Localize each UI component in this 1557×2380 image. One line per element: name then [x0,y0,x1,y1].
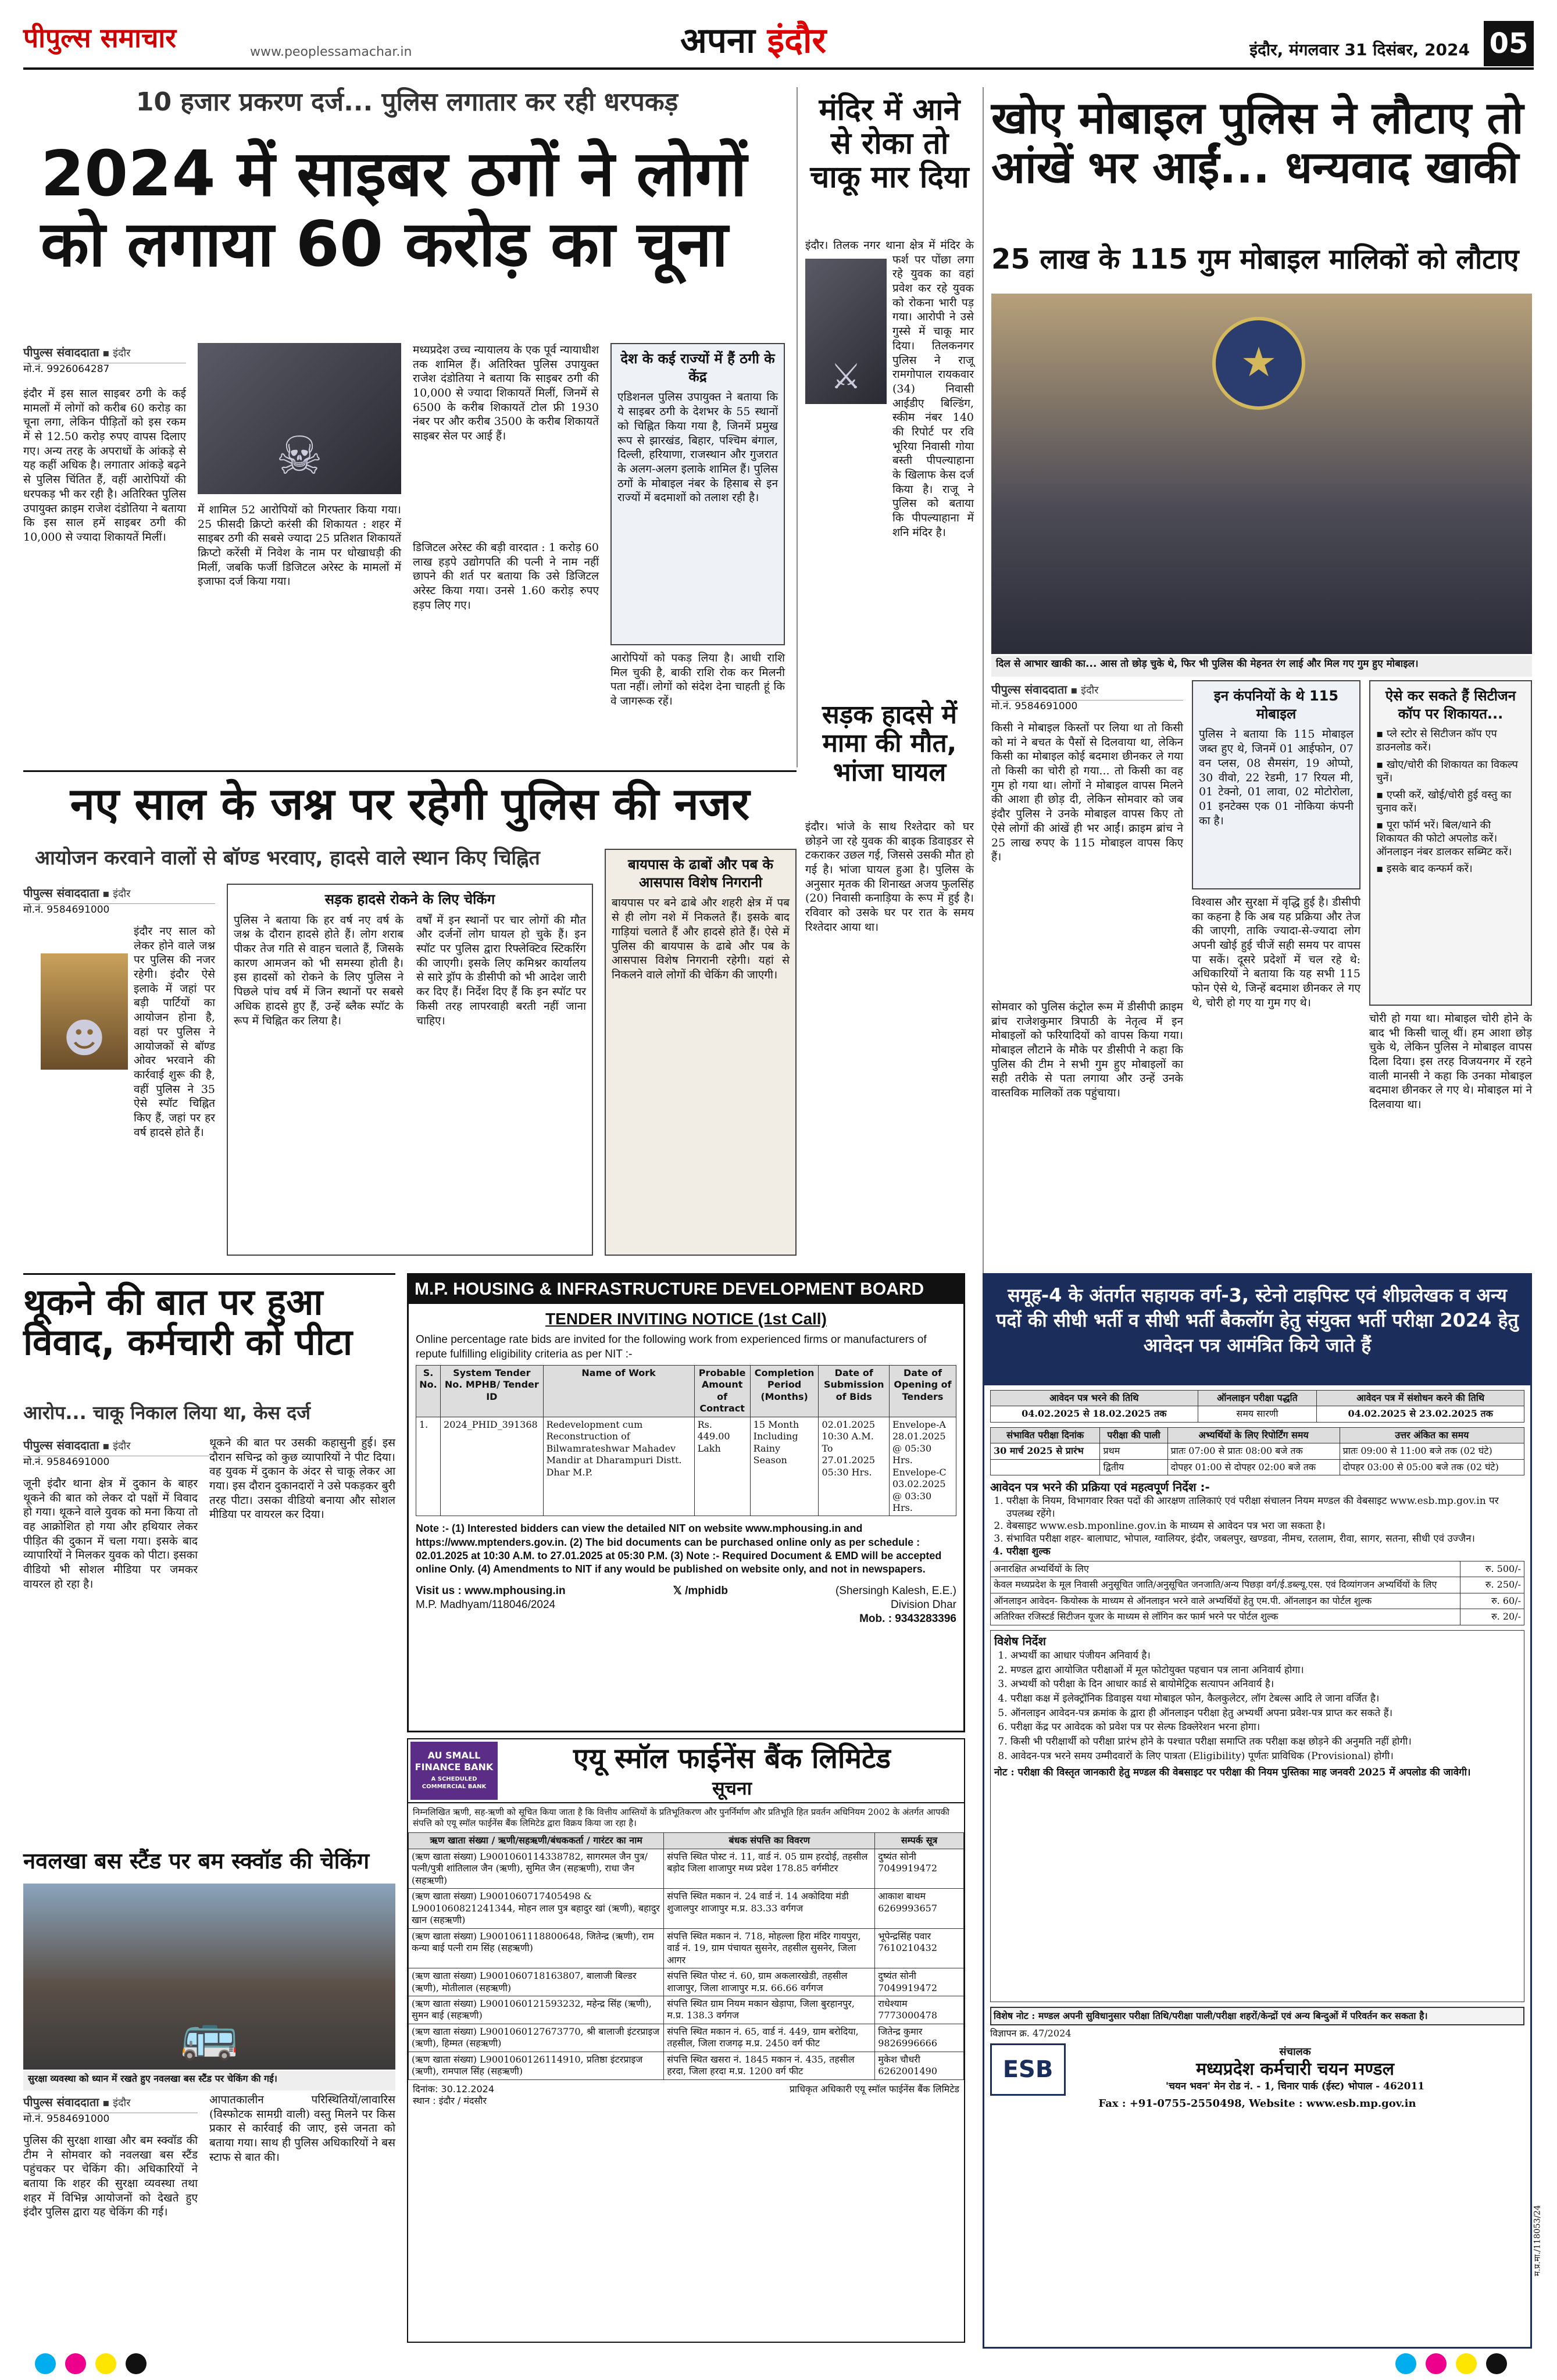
esb-dates-table [990,1390,1524,1423]
bus-col-1: पुलिस की सुरक्षा शाखा और बम स्क्वॉड की टीम ने सोमवार को नवलखा बस स्टैंड पहुंचकर पर चेकिंग की। अधिकारियों ने बताया कि शहर की सुरक्षा व्यवस्था तथा शहर में विभिन्न आयोजनों को देखते हुए इंदौर पुलिस द्वारा यह चेकिंग की गई। [23,2134,198,2219]
knife-icon: ⚔ [830,356,862,398]
esb-contact[interactable]: Fax : +91-0755-2550498, Website : www.esb.mp.gov.in [1098,2097,1416,2110]
table-row: केवल मध्यप्रदेश के मूल निवासी अनुसूचित जाति/अनुसूचित जनजाति/अन्य पिछड़ा वर्ग/ई.डब्ल्यू.एस. एवं दिव्यांगजन अभ्यर्थियों के लिए रु. 250/- [991,1577,1524,1593]
newyear-headline: नए साल के जश्न पर रहेगी पुलिस की नजर [70,778,750,830]
hooded-figure-icon: ☠ [276,425,323,487]
accident-text: इंदौर। भांजे के साथ रिश्तेदार को घर छोड़ने जा रहे युवक की बाइक डिवाइडर से टकराकर उछल गई, जिससे उसकी मौत हो गई है। भांजा घायल हुआ है। पुलिस के अनुसार मृतक की शिनाख्त अजय फुलसिंह (20) निवासी कनाड़िया के रूप में हुई है। रविवार को उसके घर पर रात के समय रिश्तेदार आया था। [805,820,974,934]
au-bank-brand: AU SMALL FINANCE BANK [415,1750,494,1773]
divider [983,87,984,1273]
table-row: 1. 2024_PHID_391368 Redevelopment cum Reconstruction of Bilwamrateshwar Mahadev Mandir at Dharampuri Distt. Dhar M.P. Rs. 449.00 Lakh 15 Month Including Rainy Season 02.01.2025 10:30 A.M. To 27.01.2025 05:30 Hrs. Envelope-A 28.01.2025 @ 05:30 Hrs. Envelope-C 03.02.2025 @ 03:30 Hrs. [416,1417,956,1516]
citizen-cop-step: ▪ इसके बाद कन्फर्म करें। [1376,862,1473,875]
spit-byline-city: इंदौर [113,1440,131,1452]
cyan-dot-icon [1395,2353,1416,2374]
esb-note: नोट : परीक्षा की विस्तृत जानकारी हेतु मण्डल की वेबसाइट पर परीक्षा की नियम पुस्तिका माह जनवरी 2025 में अपलोड की जावेगी। [994,1767,1471,1779]
tender-notice [407,1273,965,1732]
bus-byline-name: पीपुल्स संवाददाता [23,2095,99,2109]
cyber-side-title: देश के कई राज्यों में हैं ठगी के केंद्र [620,351,775,385]
mobile-col-2: सोमवार को पुलिस कंट्रोल रूम में डीसीपी क्राइम ब्रांच राजेशकुमार त्रिपाठी के नेतृत्व में इन मोबाइलों को फरियादियों को वापस किया गया। मोबाइल लौटाने के मौके पर डीसीपी ने कहा कि पुलिस की टीम ने सभी गुम हुए मोबाइलों का सही तरीके से पता लगाया और उन्हें उनके वास्तविक मालिकों तक पहुंचाया। [991,1000,1183,1100]
esb-th: परीक्षा की पाली [1100,1427,1167,1443]
tender-office: Division Dhar [891,1598,956,1611]
tender-th: Name of Work [543,1365,694,1417]
esb-special-list [994,1649,1520,1763]
tender-th: Probable Amount of Contract [694,1365,750,1417]
au-bank-date: दिनांक: 30.12.2024 [413,2083,495,2095]
police-officer-icon: ☻ [63,1014,106,1063]
yellow-dot-icon [95,2353,116,2374]
stab-text: इंदौर। तिलक नगर थाना क्षेत्र में मंदिर के फर्श पर पोंछा लगा रहे युवक का वहां प्रवेश कर रहे युवक को रोकना भारी पड़ गया। आरोपी ने उसे गुस्से में चाकू मार दिया। तिलकनगर पुलिस ने राजू रामगोपाल रायकवार (34) निवासी आईडीए बिल्डिंग, स्कीम नंबर 140 की रिपोर्ट पर रवि भूरिया निवासी गोया बस्ती पीपल्याहाना के खिलाफ केस दर्ज किया है। राजू ने पुलिस को बताया कि पीपल्याहाना में शनि मंदिर है। [805,239,974,539]
accident-headline: सड़क हादसे में मामा की मौत, भांजा घायल [822,700,957,787]
cyber-side-text: एडिशनल पुलिस उपायुक्त ने बताया कि ये साइबर ठगी के देशभर के 55 स्थानों को चिह्नित किया गया है, जिनमें प्रमुख रूप से झारखंड, बिहार, पश्चिम बंगाल, दिल्ली, हरियाणा, राजस्थान और गुजरात के अलग-अलग इलाके शामिल हैं। पुलिस ठगों के मोबाइल नंबर के हिसाब से इन राज्यों में बदमाशों को तलाश रही है। [617,391,778,505]
section-rule [23,1273,395,1275]
au-bank-tagline: A SCHEDULED COMMERCIAL BANK [422,1775,487,1790]
esb-th: ऑनलाइन परीक्षा पद्धति [1198,1391,1317,1406]
spit-headline: थूकने की बात पर हुआ विवाद, कर्मचारी को पीटा [23,1281,353,1364]
black-dot-icon [126,2353,147,2374]
au-bank-place: स्थान : इंदौर / मंदसौर [413,2095,487,2107]
table-row: 30 मार्च 2025 से प्रारंभ प्रथम प्रातः 07:00 से प्रातः 08:00 बजे तक प्रातः 09:00 से 11:00 बजे तक (02 घंटे) [991,1443,1524,1459]
bus-col-2: आपातकालीन परिस्थितियों/लावारिस (विस्फोटक सामग्री वाली) वस्तु मिलने पर किस प्रकार से कार्रवाई की जाए, इसे जनता को बताया गया। साथ ही पुलिस अधिकारियों ने बस स्टाफ से बात की। [209,2093,395,2164]
cyber-hacker-photo [198,343,401,494]
mobile-col-4: चोरी हो गया था। मोबाइल चोरी होने के बाद भी किसी चालू थीं। हम आशा छोड़ चुके थे, लेकिन पुलिस ने मोबाइल वापस दिला दिया। इस तरह विजयनगर में रहने वाली मानसी ने कहा कि उनका मोबाइल बदमाश छीनकर ले गए थे। मोबाइल मां ने दिलवाया था। [1369,1012,1532,1112]
bypass-text: बायपास पर बने ढाबे और शहरी क्षेत्र में पब से ही लोग नशे में निकलते हैं। इसके बाद गाड़ियां चलाते हैं और हादसे होते हैं। ऐसे में पुलिस की बायपास के ढाबे और पब के आसपास विशेष निगरानी रहेगी। यहां से निकलने वाले लोगों की चेकिंग की जाएगी। [612,896,790,981]
accident-check-box [227,884,593,1256]
citizen-cop-box [1369,680,1532,1006]
cyber-col-3: मध्यप्रदेश उच्च न्यायालय के एक पूर्व न्यायाधीश तक शामिल हैं। अतिरिक्त पुलिस उपायुक्त राजेश दंडोतिया ने बताया कि साइबर ठगी की 10,000 से ज्यादा शिकायतें मिलीं, जिनमें से 6500 के करीब शिकायतें टोल फ्री 1930 नंबर पर और करीब 3500 के करीब शिकायतें साइबर सेल पर आई हैं। [413,344,599,443]
tender-th: Date of Submission of Bids [819,1365,890,1417]
esb-th: उत्तर अंकित का समय [1340,1427,1524,1443]
tender-table [416,1365,956,1517]
mobile-headline: खोए मोबाइल पुलिस ने लौटाए तो आंखें भर आईं... धन्यवाद खाकी [991,92,1524,194]
esb-org: मध्यप्रदेश कर्मचारी चयन मण्डल [1196,2059,1394,2079]
citizen-cop-step: ▪ प्ले स्टोर से सिटीजन कॉप एप डाउनलोड करें। [1376,728,1497,754]
esb-side-code: म.प्र.मा./118053/24 [1533,2205,1542,2277]
au-bank-subtitle: सूचना [712,1777,752,1800]
companies-text: पुलिस ने बताया कि 115 मोबाइल जब्त हुए थे, जिनमें 01 आईफोन, 07 वन प्लस, 08 सैमसंग, 19 ओप्पो, 30 वीवो, 22 रेडमी, 17 रियल मी, 01 टेक्नो, 01 लावा, 02 मोटोरोला, 01 इनटेक्स एक 01 नोकिया कंपनी का है। [1199,728,1354,827]
newyear-phone: मो.नं. 9584691000 [23,903,110,916]
au-bank-intro: निम्नलिखित ऋणी, सह-ऋणी को सूचित किया जाता है कि वित्तीय आस्तियों के प्रतिभूतिकरण और पुनर्निर्माण और प्रतिभूति हित प्रवर्तन अधिनियम 2002 के अंतर्गत आपकी संपत्ति को एयू स्मॉल फाईनेंस बैंक लिमिटेड द्वारा विक्रय किया जा रहा है। [413,1807,949,1829]
website-url[interactable]: www.peoplessamachar.in [250,45,412,59]
cyber-byline: पीपुल्स संवाददाता ▪ इंदौर मो.नं. 9926064287 [23,343,186,378]
bus-headline: नवलखा बस स्टैंड पर बम स्क्वॉड की चेकिंग [23,1848,370,1874]
list-item: 2. वेबसाइट www.esb.mponline.gov.in के माध्यम से आवेदन पत्र भरा जा सकता है। [1006,1520,1524,1533]
tender-social[interactable]: /mphidb [685,1584,728,1597]
dateline: इंदौर, मंगलवार 31 दिसंबर, 2024 [1249,40,1470,59]
esb-adv-no: विज्ञापन क्र. 47/2024 [990,2028,1072,2039]
citizen-cop-step: ▪ पूरा फॉर्म भरें। बिल/थाने की शिकायत की फोटो अपलोड करें। ऑनलाइन नंबर डालकर सब्मिट करें। [1376,819,1512,858]
cyber-col-4: डिजिटल अरेस्ट की बड़ी वारदात : 1 करोड़ 60 लाख हड़पे उद्योगपति की पत्नी ने नाम नहीं छापने की शर्त पर बताया कि उसे डिजिटल अरेस्ट किया गया। उनसे 1.60 करोड़ रुपए हड़प लिए गए। [413,541,599,612]
bus-byline: पीपुल्स संवाददाता ▪ इंदौर मो.नं. 9584691000 [23,2093,198,2128]
citizen-cop-step: ▪ एप्सी करें, खोई/चोरी हुई वस्तु का चुनाव करें। [1376,788,1512,814]
tender-visit[interactable]: Visit us : www.mphousing.in [416,1584,566,1597]
cyber-kicker: 10 हजार प्रकरण दर्ज... पुलिस लगातार कर रही धरपकड़ [135,87,678,117]
esb-director: संचालक [1279,2045,1311,2058]
esb-notice [983,1273,1542,2349]
list-item: 1. अभ्यर्थी का आधार पंजीयन अनिवार्य है। [1010,1649,1520,1663]
esb-warning: विशेष नोट : मण्डल अपनी सुविधानुसार परीक्षा तिथि/परीक्षा पाली/परीक्षा शहरों/केन्द्रों एवं अन्य बिन्दुओं में परिवर्तन कर सकता है। [990,2007,1524,2025]
citizen-cop-title: ऐसे कर सकते हैं सिटीजन कॉप पर शिकायत... [1385,688,1516,722]
table-row: द्वितीय दोपहर 01:00 से दोपहर 02:00 बजे तक दोपहर 03:00 से 05:00 बजे तक (02 घंटे) [991,1459,1524,1475]
bomb-squad-icon: 🚌 [180,2007,238,2062]
spit-col-2: थूकने की बात पर उसकी कहासुनी हुई। इस दौरान सचिन्द्र को कुछ व्यापारियों ने पीट दिया। वह युवक में दुकान के अंदर से चाकू लेकर आ गया। इस दौरान दुकानदारों ने उसे पकड़कर बुरी तरह पीटा। उसका वीडियो बनाया और सोशल मीडिया पर वायरल कर दिया। [209,1436,395,1521]
tender-ref: M.P. Madhyam/118046/2024 [416,1598,556,1611]
table-row: अतिरिक्त रजिस्टर्ड सिटीजन यूजर के माध्यम से लॉगिन कर फार्म भरने पर पोर्टल शुल्क रु. 20/- [991,1609,1524,1625]
tender-notice-title: TENDER INVITING NOTICE (1st Call) [545,1310,827,1328]
spit-col-1: जूनी इंदौर थाना क्षेत्र में दुकान के बाहर थूकने की बात को लेकर दो पक्षों में विवाद हो गया। थूकने वाले युवक को मना किया तो वह आक्रोशित हो गया और हथियार लेकर पीड़ित की दुकान में चला गया। इसके बाद व्यापारियों ने मिलकर युवक को पीटा। इसका वीडियो भी सोशल मीडिया पर जमकर वायरल हो रहा है। [23,1477,198,1591]
citizen-cop-list [1376,727,1525,875]
esb-special-title: विशेष निर्देश [994,1634,1046,1648]
esb-instr-title: आवेदन पत्र भरने की प्रक्रिया एवं महत्वपूर्ण निर्देश :- [990,1480,1210,1495]
table-row: (ऋण खाता संख्या) L9001060718163807, बालाजी बिल्डर (ऋणी), मोतीलाल (सहऋणी) संपत्ति स्थित पोस्ट नं. 60, ग्राम अकलारखेडी, तहसील शाजापुर, जिला शाजापुर म.प्र. 66.66 वर्गगज दुष्यंत सोनी 7049919472 [409,1968,964,1996]
mobile-col-1: किसी ने मोबाइल किस्तों पर लिया था तो किसी को मां ने बचत के पैसों से दिलवाया था, लेकिन किसी का मोबाइल कोई बदमाश छीनकर ले गया तो किसी का चोरी हो गया... तो किसी का वह गुम हो गया था। लोगों ने मोबाइल वापस मिलने की आशा ही छोड़ दी, लेकिन सोमवार को जब इंदौर पुलिस ने उनके मोबाइल वापस किए तो ऐसे लोगों की आंखें ही भर आईं। क्राइम ब्रांच ने 25 लाख रुपए के 115 मोबाइल वापस किए हैं। [991,721,1183,864]
spit-subhead: आरोप... चाकू निकाल लिया था, केस दर्ज [23,1402,311,1424]
registration-marks-left [35,2353,147,2377]
section-rule [23,770,797,772]
tender-th: Completion Period (Months) [750,1365,819,1417]
au-bank-logo [410,1742,498,1800]
magenta-dot-icon [65,2353,86,2374]
bypass-title: बायपास के ढाबों और पब के आसपास विशेष निगरानी [628,856,773,891]
yellow-dot-icon [1456,2353,1477,2374]
au-th: बंधक संपत्ति का विवरण [664,1833,875,1849]
x-social-icon[interactable]: 𝕏 [673,1584,682,1597]
section-title-b: इंदौर [767,20,827,61]
cyan-dot-icon [35,2353,56,2374]
au-bank-table [408,1832,964,2079]
esb-fee-table [990,1561,1524,1625]
companies-title: इन कंपनियों के थे 115 मोबाइल [1213,688,1339,722]
mobile-phone: मो.नं. 9584691000 [991,700,1078,712]
esb-title: समूह-4 के अंतर्गत सहायक वर्ग-3, स्टेनो टाइपिस्ट एवं शीघ्रलेखक व अन्य पदों की सीधी भर्ती व सीधी भर्ती बैकलॉग हेतु संयुक्त भर्ती परीक्षा 2024 हेतु आवेदन पत्र आमंत्रित किये जाते हैं [984,1275,1530,1385]
mobile-col-3: विश्वास और सुरक्षा में वृद्धि हुई है। डीसीपी का कहना है कि अब यह प्रक्रिया और तेज की जाएगी, ताकि ज्यादा-से-ज्यादा लोग अपनी खोई हुई चीजें सही समय पर वापस पा सकें। दूसरे प्रदेशों में चल रहे थे: अधिकारियों ने बताया कि यह सभी 115 फोन ऐसे थे, जिन्हें बदमाश छीनकर ले गए थे, चोरी हो गए या गुम गए थे। [1192,896,1360,1009]
divider [797,87,798,767]
tender-mob: Mob. : 9343283396 [859,1613,956,1625]
tender-th: System Tender No. MPHB/ Tender ID [441,1365,544,1417]
newyear-byline-city: इंदौर [113,888,131,900]
au-bank-notice [407,1738,965,2343]
list-item: 7. किसी भी परीक्षार्थी को परीक्षा प्रारंभ होने के पश्चात परीक्षा समाप्ति तक परीक्षा कक्ष छोड़ने की अनुमति नहीं होगी। [1010,1735,1520,1749]
list-item: 1. परीक्षा के नियम, विभागवार रिक्त पदों की आरक्षण तालिकाएं एवं परीक्षा संचालन नियम मण्डल की वेबसाइट www.esb.mp.gov.in पर उपलब्ध रहेंगे। [1006,1495,1524,1521]
mobile-photo-caption: दिल से आभार खाकी का... आस तो छोड़ चुके थे, फिर भी पुलिस की मेहनत रंग लाई और मिल गए गुम हुए मोबाइल। [991,656,1532,677]
au-bank-sign: प्राधिकृत अधिकारी एयू स्मॉल फाईनेंस बैंक लिमिटेड [789,2083,959,2095]
mobile-photo [991,294,1532,654]
table-row: (ऋण खाता संख्या) L9001060127673770, श्री बालाजी इंटरप्राइज (ऋणी), हिम्मत (सहऋणी) संपत्ति स्थित मकान नं. 65, वार्ड नं. 449, ग्राम बरोदिया, तहसील, जिला राजगढ़ म.प्र. 2450 वर्ग फीट जितेन्द्र कुमार 9826996666 [409,2024,964,2052]
esb-instr-list [990,1495,1524,1559]
newyear-col-3: वर्षों में इन स्थानों पर चार लोगों की मौत और दर्जनों लोग घायल हो चुके हैं। इन स्पॉट पर पुलिस द्वारा रिफ्लेक्टिव स्टिकरिंग की जाएगी। इसके लिए कमिश्नर कार्यालय से सारे ड्रॉप के डीसीपी को भी आदेश जारी कर दिए हैं। निर्देश दिए हैं कि इन स्पॉट पर किसी तरह लापरवाही बरती नहीं जाना चाहिए। [416,913,586,1027]
black-dot-icon [1486,2353,1507,2374]
table-row: ऑनलाइन आवेदन- कियोस्क के माध्यम से ऑनलाइन भरने वाले अभ्यर्थियों हेतु एम.पी. ऑनलाइन का पोर्टल शुल्क रु. 60/- [991,1593,1524,1609]
accident-check-title: सड़क हादसे रोकने के लिए चेकिंग [324,891,495,907]
list-item: 3. अभ्यर्थी को परीक्षा के दिन आधार कार्ड से बायोमेट्रिक सत्यापन अनिवार्य है। [1010,1677,1520,1692]
esb-logo: ESB [990,2043,1066,2096]
citizen-cop-step: ▪ खोए/चोरी की शिकायत का विकल्प चुनें। [1376,758,1518,784]
tender-board-title: M.P. HOUSING & INFRASTRUCTURE DEVELOPMENT BOARD [409,1275,963,1304]
mobile-byline: पीपुल्स संवाददाता ▪ इंदौर मो.नं. 9584691000 [991,680,1183,715]
police-emblem-icon: ★ [1212,317,1305,410]
magenta-dot-icon [1426,2353,1447,2374]
companies-box [1192,680,1360,889]
newspaper-logo: पीपुल्स समाचार [23,22,177,53]
table-row: अनारक्षित अभ्यर्थियों के लिए रु. 500/- [991,1561,1524,1577]
spit-byline-name: पीपुल्स संवाददाता [23,1438,99,1452]
list-item: 4. परीक्षा शुल्क [1006,1546,1524,1559]
table-row: (ऋण खाता संख्या) L9001060121593232, महेन्द्र सिंह (ऋणी), सुमन बाई (सहऋणी) संपत्ति स्थित ग्राम नियम मकान खेड़ापा, जिला बुरहानपुर, म.प्र. 138.3 वर्गगज राधेश्याम 7773000478 [409,1996,964,2024]
cyber-side-box [610,343,785,645]
list-item: 4. परीक्षा कक्ष में इलेक्ट्रॉनिक डिवाइस यथा मोबाइल फोन, कैलकुलेटर, लॉग टेबल्स आदि ले जाना वर्जित है। [1010,1692,1520,1706]
bus-caption: सुरक्षा व्यवस्था को ध्यान में रखते हुए नवलखा बस स्टैंड पर चेकिंग की गई। [23,2071,395,2090]
au-bank-title: एयू स्मॉल फाईनेंस बैंक लिमिटेड [573,1742,891,1775]
mobile-byline-name: पीपुल्स संवाददाता [991,682,1067,696]
tender-intro: Online percentage rate bids are invited for the following work from experienced firms or manufacturers of repute fulfilling eligibility criteria as per NIT :- [416,1334,927,1360]
list-item: 6. परीक्षा केंद्र पर आवेदक को प्रवेश पत्र पर सेल्फ डिक्लेरेशन भरना होगा। [1010,1720,1520,1735]
au-th: ऋण खाता संख्या / ऋणी/सहऋणी/बंधककर्ता / गारंटर का नाम [409,1833,664,1849]
newyear-col-1: इंदौर नए साल को लेकर होने वाले जश्न पर पुलिस की नजर रहेगी। इंदौर ऐसे इलाके में जहां पर बड़ी पार्टियों का आयोजन होना है, वहां पर पुलिस ने आयोजकों से बॉण्ड ओवर भरवाने की कार्रवाई शुरू की है, वहीं पुलिस ने 35 ऐसे स्पॉट चिह्नित किए हैं, जहां पर हर वर्ष हादसे होते हैं। [134,925,215,1139]
spit-phone: मो.नं. 9584691000 [23,1456,110,1468]
esb-address: 'चयन भवन' मेन रोड नं. - 1, चिनार पार्क (ईस्ट) भोपाल - 462011 [1165,2081,1425,2093]
cyber-col-1: इंदौर में इस साल साइबर ठगी के कई मामलों में लोगों को करीब 60 करोड़ का चूना लगा, लेकिन पीड़ितों को इस रकम में से 12.50 करोड़ रुपए वापस दिलाए गए। अन्य तरह के अपराधों के आंकड़े से यह कहीं अधिक है। लगातार आंकड़े बढ़ने से पुलिस चिंतित हैं, वहीं आरोपियों की धरपकड़ भी कर रही है। अतिरिक्त पुलिस उपायुक्त क्राइम राजेश दंडोतिया ने बताया कि इस साल हमें साइबर ठगी की 10,000 से ज्यादा शिकायतें मिलीं। [23,387,186,544]
bypass-box [605,849,797,1256]
table-row: (ऋण खाता संख्या) L9001061118800648, जितेन्द्र (ऋणी), राम कन्या बाई पत्नी राम सिंह (सहऋणी) संपत्ति स्थित मकान नं. 718, मोहल्ला हिरा मंदिर गायपुरा, वार्ड नं. 19, ग्राम पंचायत सुसनेर, तहसील सुसनेर, जिला आगर भूपेन्द्रसिंह पवार 7610210432 [409,1928,964,1968]
table-row: (ऋण खाता संख्या) L9001060126114910, प्रतिष्ठा इंटरप्राइज (ऋणी), रामपाल सिंह (सहऋणी) संपत्ति स्थित खसरा नं. 1845 मकान नं. 435, तहसील हरदा, जिला हरदा म.प्र. 1200 वर्ग फीट मुकेश चौधरी 6262001490 [409,2052,964,2079]
cyber-phone: मो.नं. 9926064287 [23,363,110,375]
cyber-col-2: में शामिल 52 आरोपियों को गिरफ्तार किया गया। 25 फीसदी क्रिप्टो करंसी की शिकायत : शहर में साइबर ठगी की सबसे ज्यादा 25 प्रतिशत शिकायतें क्रिप्टो करेंसी में निवेश के नाम पर धोखाधड़ी की मिलीं, जबकि फर्जी डिजिटल अरेस्ट के मामलों में इजाफा दर्ज किया गया। [198,503,401,588]
newyear-subhead: आयोजन करवाने वालों से बॉण्ड भरवाए, हादसे वाले स्थान किए चिह्नित [35,846,540,870]
section-title-a: अपना [680,20,755,61]
bus-photo [23,1884,395,2070]
list-item: 8. आवेदन-पत्र भरने समय उम्मीदवारों के लिए पात्रता (Eligibility) पूर्णतः प्राविधिक (Provisional) होगी। [1010,1749,1520,1764]
mobile-byline-city: इंदौर [1081,684,1099,696]
table-row: (ऋण खाता संख्या) L9001060717405498 & L9001060821241344, मोहन लाल पुत्र बहादुर खां (ऋणी), बहादुर खान (सहऋणी) संपत्ति स्थित मकान नं. 24 वार्ड नं. 14 अकोदिया मंडी शुजालपुर शाजापुर म.प्र. 83.33 वर्गगज आकाश बाथम 6269993657 [409,1889,964,1928]
bus-phone: मो.नं. 9584691000 [23,2113,110,2125]
list-item: 3. संभावित परीक्षा शहर- बालाघाट, भोपाल, ग्वालियर, इंदौर, जबलपुर, खण्डवा, नीमच, रतलाम, रीवा, सागर, सतना, सीधी एवं उज्जैन। [1006,1533,1524,1546]
table-row: 04.02.2025 से 18.02.2025 तक समय सारणी 04.02.2025 से 23.02.2025 तक [991,1406,1524,1422]
stab-headline: मंदिर में आने से रोका तो चाकू मार दिया [810,92,969,195]
tender-th: S. No. [416,1365,441,1417]
cyber-byline-name: पीपुल्स संवाददाता [23,345,99,359]
cyber-side-tail: आरोपियों को पकड़ लिया है। आधी राशि मिल चुकी है, बाकी राशि रोक कर मिलनी पता नहीं। लोगों को संदेश देना चाहती हूं कि वे जागरूक रहें। [610,652,785,708]
esb-th: संभावित परीक्षा दिनांक [991,1427,1100,1443]
registration-marks-right [1395,2353,1507,2377]
table-row: (ऋण खाता संख्या) L9001060114338782, सागरमल जैन पुत्र/पत्नी/पुत्री शांतिलाल जैन (ऋणी), सुमित जैन (सहऋणी), राधा जैन (सहऋणी) संपत्ति स्थित पोस्ट नं. 11, वार्ड नं. 05 ग्राम हरदोई, तहसील बड़ोद जिला शाजापुर मध्य प्रदेश 178.85 वर्गमीटर दुष्यंत सोनी 7049919472 [409,1849,964,1888]
list-item: 2. मण्डल द्वारा आयोजित परीक्षाओं में मूल फोटोयुक्त पहचान पत्र लाना अनिवार्य होगा। [1010,1663,1520,1678]
tender-th: Date of Opening of Tenders [889,1365,956,1417]
masthead [23,16,1534,70]
newyear-byline-name: पीपुल्स संवाददाता [23,886,99,900]
mobile-subhead: 25 लाख के 115 गुम मोबाइल मालिकों को लौटाए [991,243,1519,276]
bus-byline-city: इंदौर [113,2097,131,2109]
esb-th: अभ्यर्थियों के लिए रिपोर्टिंग समय [1167,1427,1340,1443]
esb-schedule-table [990,1427,1524,1475]
cyber-byline-city: इंदौर [113,347,131,359]
section-title [680,19,826,63]
newyear-col-2: पुलिस ने बताया कि हर वर्ष नए वर्ष के जश्न के दौरान हादसे होते हैं। लोग शराब पीकर तेज गति से वाहन चलाते हैं, जिसके कारण आमजन को भी समस्या होती है। इस हादसों को रोकने के लिए पुलिस ने पिछले पांच वर्ष में जिन स्थानों पर सबसे अधिक हादसे हुए हैं, उन्हें ब्लैक स्पॉट के रूप में चिह्नित कर लिया है। [234,913,403,1027]
cyber-headline: 2024 में साइबर ठगों ने लोगों को लगाया 60 करोड़ का चूना [41,138,747,281]
esb-th: आवेदन पत्र में संशोधन करने की तिथि [1317,1391,1524,1406]
esb-th: आवेदन पत्र भरने की तिथि [991,1391,1198,1406]
newyear-byline: पीपुल्स संवाददाता ▪ इंदौर मो.नं. 9584691000 [23,884,215,919]
spit-byline: पीपुल्स संवाददाता ▪ इंदौर मो.नं. 9584691000 [23,1436,209,1471]
au-th: सम्पर्क सूत्र [875,1833,964,1849]
tender-note: Note :- (1) Interested bidders can view the detailed NIT on website www.mphousing.in and https://www.mptenders.gov.in. (2) The bid documents can be purchased online only as per schedule : 02.01.2025 at 10:30 A.M. to 27.01.2025 at 05:30 P.M. (3) Note :- Required Document & EMD will be accepted online Only. (4) Amendments to NIT if any would be published on website only, and not in newspapers. [416,1523,942,1575]
list-item: 5. ऑनलाइन आवेदन-पत्र क्रमांक के द्वारा ही ऑनलाइन परीक्षा हेतु अभ्यर्थी अपना प्रवेश-पत्र प्राप्त कर सकते हैं। [1010,1706,1520,1721]
tender-signer: (Shersingh Kalesh, E.E.) [835,1584,956,1597]
page-number: 05 [1484,21,1534,66]
